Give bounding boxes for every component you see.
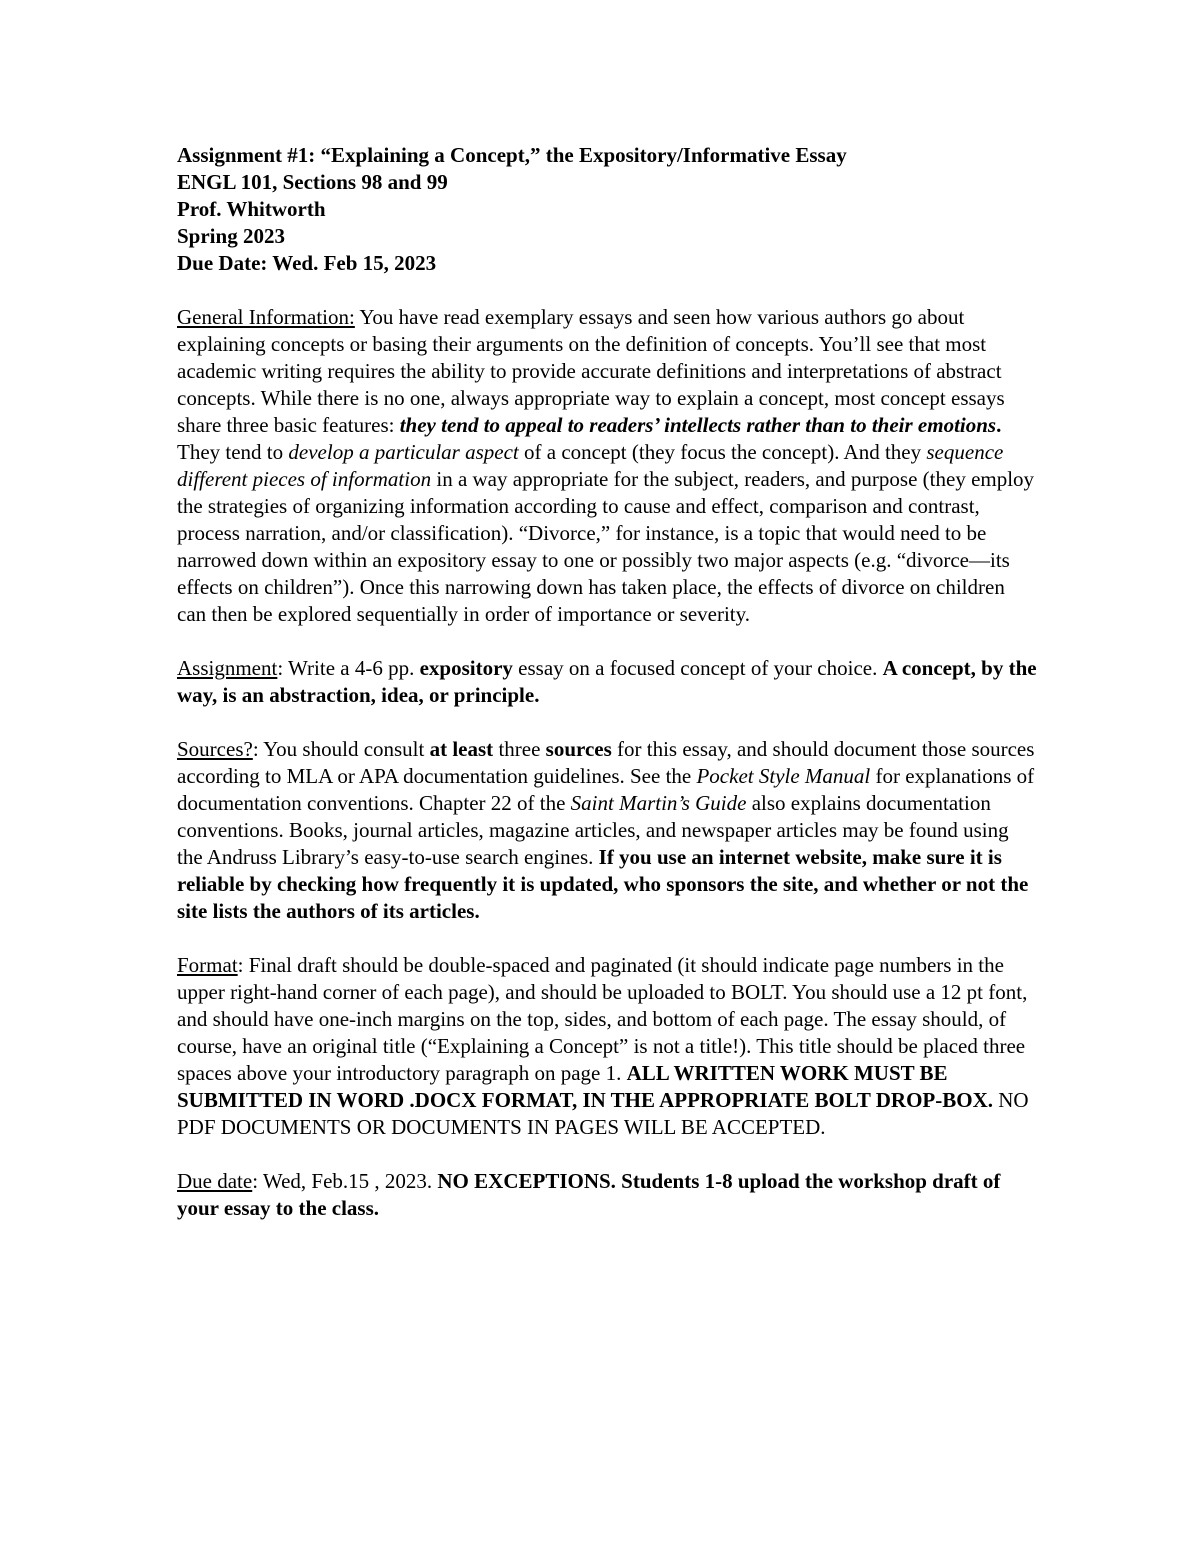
sources-italic-1: Pocket Style Manual bbox=[696, 764, 871, 788]
general-information-paragraph bbox=[177, 304, 1037, 628]
due-date-paragraph bbox=[177, 1168, 1037, 1222]
general-text-3: of a concept (they focus the concept). And they bbox=[518, 440, 927, 464]
document-page bbox=[177, 142, 1037, 1222]
general-italic-2: develop a particular aspect bbox=[288, 440, 519, 464]
sources-bold-1: at least bbox=[429, 737, 494, 761]
due-bold-1: NO EXCEPTIONS. Students 1-8 upload the workshop draft of your essay to the class. bbox=[177, 1169, 1001, 1220]
general-text-4: in a way appropriate for the subject, readers, and purpose (they employ the strategies of organizing information according to cause and effect, comparison and contrast, process narration, and/or classification). “Divorce,” for instance, is a topic that would need to be narrowed down within an expository essay to one or possibly two major aspects (e.g. “divorce—its effects on children”). Once this narrowing down has taken place, the effects of divorce on children can then be explored sequentially in order of importance or severity. bbox=[177, 467, 1035, 626]
due-text-1: : Wed, Feb.15 , 2023. bbox=[252, 1169, 438, 1193]
assignment-text-1: : Write a 4-6 pp. bbox=[277, 656, 420, 680]
assignment-bold-1: expository bbox=[419, 656, 513, 680]
sources-text-5: also explains documentation conventions. Books, journal articles, magazine articles, and newspaper articles may be found using the Andruss Library’s easy-to-use search engines. bbox=[177, 791, 1009, 869]
sources-italic-2: Saint Martin’s Guide bbox=[570, 791, 747, 815]
semester: Spring 2023 bbox=[177, 224, 285, 248]
format-text-1: : Final draft should be double-spaced and paginated (it should indicate page numbers in the upper right-hand corner of each page), and should be uploaded to BOLT. You should use a 12 pt font, and should have one-inch margins on the top, sides, and bottom of each page. The essay should, of course, have an original title (“Explaining a Concept” is not a title!). This title should be placed three spaces above your introductory paragraph on page 1. bbox=[177, 953, 1028, 1085]
sources-bold-3: If you use an internet website, make sure it is reliable by checking how frequently it is updated, who sponsors the site, and whether or not the site lists the authors of its articles. bbox=[177, 845, 1029, 923]
due-date-label: Due date bbox=[177, 1169, 253, 1193]
format-paragraph bbox=[177, 952, 1037, 1141]
general-italic-1: they tend to appeal to readers’ intellects rather than to their emotions bbox=[399, 413, 997, 437]
assignment-title: Assignment #1: “Explaining a Concept,” the Expository/Informative Essay bbox=[177, 143, 847, 167]
format-bold-1: ALL WRITTEN WORK MUST BE SUBMITTED IN WORD .DOCX FORMAT, IN THE APPROPRIATE BOLT DROP-BOX. bbox=[177, 1061, 993, 1112]
general-information-label: General Information: bbox=[177, 305, 355, 329]
course-sections: ENGL 101, Sections 98 and 99 bbox=[177, 170, 448, 194]
general-text-2: They tend to bbox=[177, 440, 289, 464]
sources-paragraph bbox=[177, 736, 1037, 925]
general-text-1: You have read exemplary essays and seen how various authors go about explaining concepts or basing their arguments on the definition of concepts. You’ll see that most academic writing requires the ability to provide accurate definitions and interpretations of abstract concepts. While there is no one, always appropriate way to explain a concept, most concept essays share three basic features: bbox=[177, 305, 1005, 437]
header-due-date: Due Date: Wed. Feb 15, 2023 bbox=[177, 251, 437, 275]
assignment-paragraph bbox=[177, 655, 1037, 709]
sources-label: Sources? bbox=[177, 737, 253, 761]
assignment-bold-2: A concept, by the way, is an abstraction, idea, or principle. bbox=[177, 656, 1037, 707]
sources-text-3: for this essay, and should document those sources according to MLA or APA documentation guidelines. See the bbox=[177, 737, 1035, 788]
sources-bold-2: sources bbox=[545, 737, 612, 761]
sources-text-4: for explanations of documentation conventions. Chapter 22 of the bbox=[177, 764, 1035, 815]
format-text-2: NO PDF DOCUMENTS OR DOCUMENTS IN PAGES WILL BE ACCEPTED. bbox=[177, 1088, 1029, 1139]
assignment-text-2: essay on a focused concept of your choice. bbox=[512, 656, 883, 680]
professor-name: Prof. Whitworth bbox=[177, 197, 326, 221]
general-period: . bbox=[996, 413, 1002, 437]
assignment-label: Assignment bbox=[177, 656, 278, 680]
format-label: Format bbox=[177, 953, 238, 977]
assignment-header bbox=[177, 142, 1037, 277]
sources-text-2: three bbox=[493, 737, 546, 761]
general-italic-3: sequence different pieces of information bbox=[177, 440, 1004, 491]
sources-text-1: : You should consult bbox=[252, 737, 430, 761]
